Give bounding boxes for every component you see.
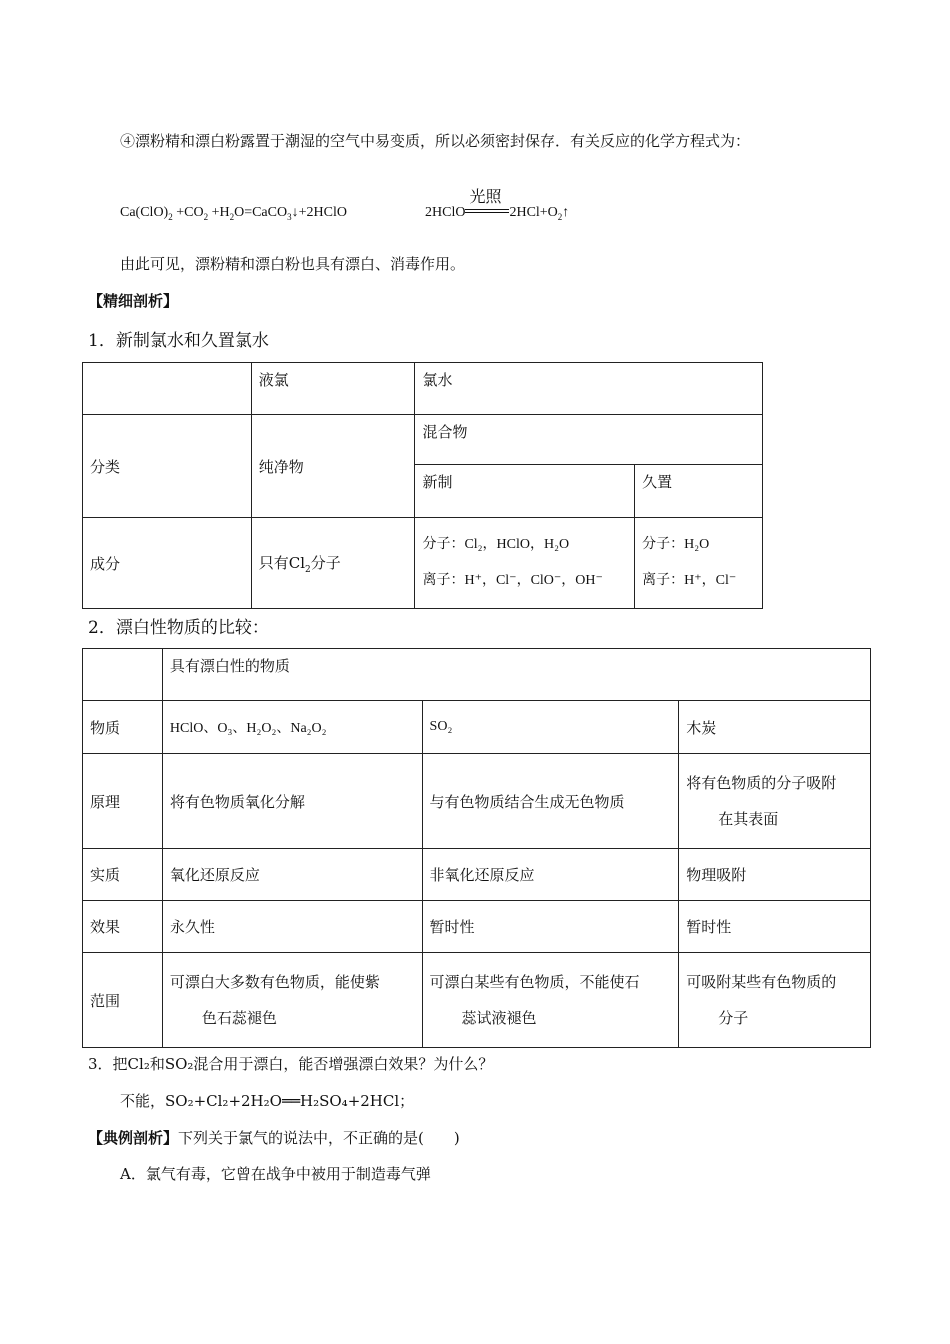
cell-essence-redox: 氧化还原反应 bbox=[162, 849, 422, 901]
paragraph-conclusion: 由此可见，漂粉精和漂白粉也具有漂白、消毒作用。 bbox=[120, 255, 466, 273]
cell-mixture: 混合物 bbox=[415, 415, 763, 465]
cell-so2: SO₂ bbox=[422, 701, 679, 754]
row-label-substance: 物质 bbox=[83, 701, 163, 754]
cell-effect-permanent: 永久性 bbox=[162, 901, 422, 953]
example-stem: 下列关于氯气的说法中，不正确的是( ) bbox=[178, 1129, 460, 1147]
header-bleaching: 具有漂白性的物质 bbox=[162, 649, 870, 701]
table-cell-empty bbox=[83, 649, 163, 701]
cell-principle-adsorb: 将有色物质的分子吸附 在其表面 bbox=[679, 754, 871, 849]
cell-principle-combine: 与有色物质结合生成无色物质 bbox=[422, 754, 679, 849]
cell-pure-substance: 纯净物 bbox=[251, 415, 415, 518]
col-chlorine-water: 氯水 bbox=[415, 363, 763, 415]
table-chlorine-water bbox=[82, 362, 763, 609]
section-title-analysis: 【精细剖析】 bbox=[88, 292, 179, 310]
cell-effect-temporary: 暂时性 bbox=[422, 901, 679, 953]
answer-3: 不能，SO₂+Cl₂+2H₂O══H₂SO₄+2HCl； bbox=[120, 1092, 415, 1110]
row-label-scope: 范围 bbox=[83, 953, 163, 1048]
cell-essence-nonredox: 非氧化还原反应 bbox=[422, 849, 679, 901]
table-cell-empty bbox=[83, 363, 252, 415]
cell-aged: 久置 bbox=[635, 465, 763, 518]
cell-aged-composition: 分子：H₂O 离子：H⁺，Cl⁻ bbox=[635, 518, 763, 609]
cell-essence-physical: 物理吸附 bbox=[679, 849, 871, 901]
cell-scope-oxidizers: 可漂白大多数有色物质，能使紫 色石蕊褪色 bbox=[162, 953, 422, 1048]
row-label-effect: 效果 bbox=[83, 901, 163, 953]
equation-hclo-decomposition: 2HClO 光照 $2HCl+O_2↑$ bbox=[425, 187, 570, 222]
heading-chlorine-water: 1．新制氯水和久置氯水 bbox=[88, 331, 269, 351]
cell-fresh: 新制 bbox=[415, 465, 635, 518]
cell-effect-temporary-charcoal: 暂时性 bbox=[679, 901, 871, 953]
row-label-composition: 成分 bbox=[83, 518, 252, 609]
cell-principle-oxidize: 将有色物质氧化分解 bbox=[162, 754, 422, 849]
cell-scope-so2: 可漂白某些有色物质，不能使石 蕊试液褪色 bbox=[422, 953, 679, 1048]
cell-scope-charcoal: 可吸附某些有色物质的 分子 bbox=[679, 953, 871, 1048]
row-label-essence: 实质 bbox=[83, 849, 163, 901]
example-question bbox=[88, 1127, 460, 1148]
question-3: 3．把Cl₂和SO₂混合用于漂白，能否增强漂白效果？为什么？ bbox=[88, 1055, 494, 1073]
table-bleaching-substances bbox=[82, 648, 871, 1048]
cell-fresh-composition: 分子：Cl₂，HClO，H₂O 离子：H⁺，Cl⁻，ClO⁻，OH⁻ bbox=[415, 518, 635, 609]
paragraph-reaction-intro: ④漂粉精和漂白粉露置于潮湿的空气中易变质，所以必须密封保存．有关反应的化学方程式为： bbox=[120, 132, 751, 150]
row-label-principle: 原理 bbox=[83, 754, 163, 849]
cell-liquid-composition: 只有$Cl_2$分子 bbox=[251, 518, 415, 609]
reaction-condition: 光照 bbox=[465, 205, 509, 221]
heading-bleaching-comparison: 2．漂白性物质的比较： bbox=[88, 618, 269, 638]
section-title-example: 【典例剖析】 bbox=[88, 1129, 179, 1147]
cell-charcoal: 木炭 bbox=[679, 701, 871, 754]
col-liquid-chlorine: 液氯 bbox=[251, 363, 415, 415]
equation-calcium-hypochlorite: $Ca(ClO)_2 +CO_2$ $+H_2O=CaCO_3↓+2HClO$ bbox=[120, 205, 347, 222]
option-a: A．氯气有毒，它曾在战争中被用于制造毒气弹 bbox=[120, 1165, 431, 1183]
cell-oxidizers: HClO、O₃、H₂O₂、Na₂O₂ bbox=[162, 701, 422, 754]
row-label-classification: 分类 bbox=[83, 415, 252, 518]
